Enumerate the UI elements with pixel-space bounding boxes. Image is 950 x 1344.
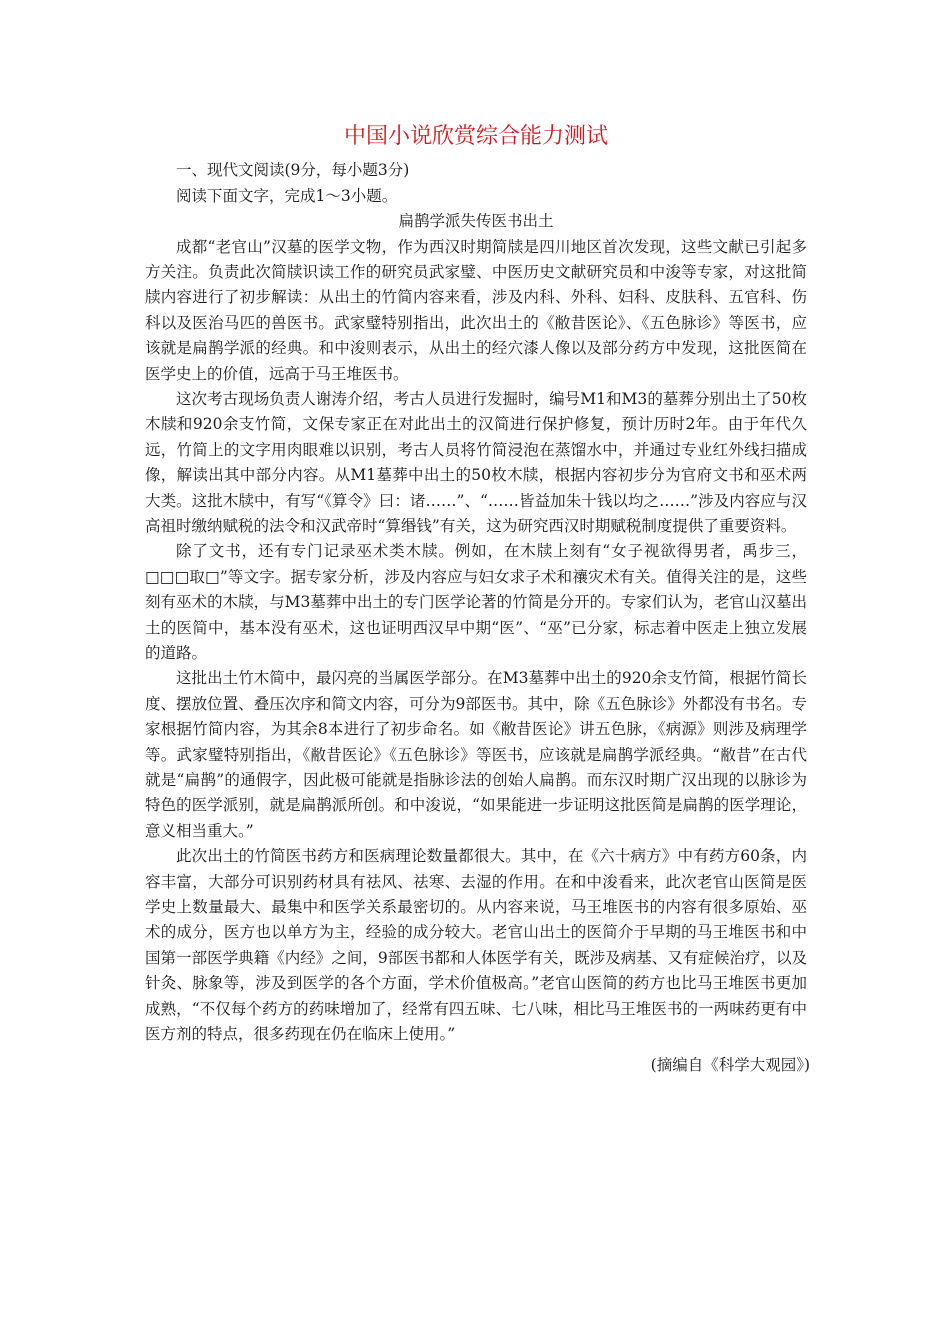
article-paragraph-5: 此次出土的竹简医书药方和医病理论数量都很大。其中，在《六十病方》中有药方60条，内容丰富，大部分可识别药材具有祛风、祛寒、去湿的作用。在和中浚看来，此次老官山医简是医学史上数量最大、最集中和医学关系最密切的。从内容来说，马王堆医书的内容有很多原始、巫术的成分，医方也以单方为主，经验的成分较大。老官山出土的医简介于早期的马王堆医书和中国第一部医学典籍《内经》之间，9部医书都和人体医学有关，既涉及病基、又有症候治疗，以及针灸、脉象等，涉及到医学的各个方面，学术价值极高。”老官山医简的药方也比马王堆医书更加成熟，“不仅每个药方的药味增加了，经常有四五味、七八味，相比马王堆医书的一两味药更有中医方剂的特点，很多药现在仍在临床上使用。”: [145, 847, 807, 1044]
section-header: 一、现代文阅读(9分，每小题3分): [176, 161, 410, 179]
document-title: 中国小说欣赏综合能力测试: [343, 124, 608, 149]
reading-instruction: 阅读下面文字，完成1～3小题。: [176, 186, 398, 205]
article-paragraph-2: 这次考古现场负责人谢涛介绍，考古人员进行发掘时，编号M1和M3的墓葬分别出土了50枚木牍和920余支竹简，文保专家正在对此出土的汉简进行保护修复，预计历时2年。由于年代久远，竹简上的文字用肉眼难以识别，考古人员将竹简浸泡在蒸馏水中，并通过专业红外线扫描成像，解读出其中部分内容。从M1墓葬中出土的50枚木牍，根据内容初步分为官府文书和巫术两大类。这批木牍中，有写“《算令》曰：诸……”、“……皆益加朱十钱以均之……”涉及内容应与汉高祖时缴纳赋税的法令和汉武帝时“算缗钱”有关，这为研究西汉时期赋税制度提供了重要资料。: [145, 389, 807, 535]
article-title: 扁鹊学派失传医书出土: [398, 212, 554, 230]
article-source: (摘编自《科学大观园》): [650, 1055, 810, 1074]
document-content: [145, 122, 810, 1078]
article-paragraph-1: 成都“老官山”汉墓的医学文物，作为西汉时期简牍是四川地区首次发现，这些文献已引起多方关注。负责此次简牍识读工作的研究员武家璧、中医历史文献研究员和中浚等专家，对这批简牍内容进行了初步解读：从出土的竹简内容来看，涉及内科、外科、妇科、皮肤科、五官科、伤科以及医治马匹的兽医书。武家璧特别指出，此次出土的《敝昔医论》、《五色脉诊》等医书，应该就是扁鹊学派的经典。和中浚则表示，从出土的经穴漆人像以及部分药方中发现，这批医简在医学史上的价值，远高于马王堆医书。: [145, 237, 807, 383]
article-paragraph-3: 除了文书，还有专门记录巫术类木牍。例如，在木牍上刻有“女子视欲得男者，禹步三，□□□取□”等文字。据专家分析，涉及内容应与妇女求子术和禳灾术有关。值得关注的是，这些刻有巫术的木牍，与M3墓葬中出土的专门医学论著的竹简是分开的。专家们认为，老官山汉墓出土的医简中，基本没有巫术，这也证明西汉早中期“医”、“巫”已分家，标志着中医走上独立发展的道路。: [145, 542, 807, 662]
article-paragraph-4: 这批出土竹木简中，最闪亮的当属医学部分。在M3墓葬中出土的920余支竹简，根据竹简长度、摆放位置、叠压次序和简文内容，可分为9部医书。其中，除《五色脉诊》外都没有书名。专家根据竹简内容，为其余8本进行了初步命名。如《敝昔医论》讲五色脉，《病源》则涉及病理学等。武家璧特别指出，《敝昔医论》《五色脉诊》等医书，应该就是扁鹊学派经典。“敝昔”在古代就是“扁鹊”的通假字，因此极可能就是指脉诊法的创始人扁鹊。而东汉时期广汉出现的以脉诊为特色的医学派别，就是扁鹊派所创。和中浚说，“如果能进一步证明这批医简是扁鹊的医学理论，意义相当重大。”: [145, 669, 807, 840]
